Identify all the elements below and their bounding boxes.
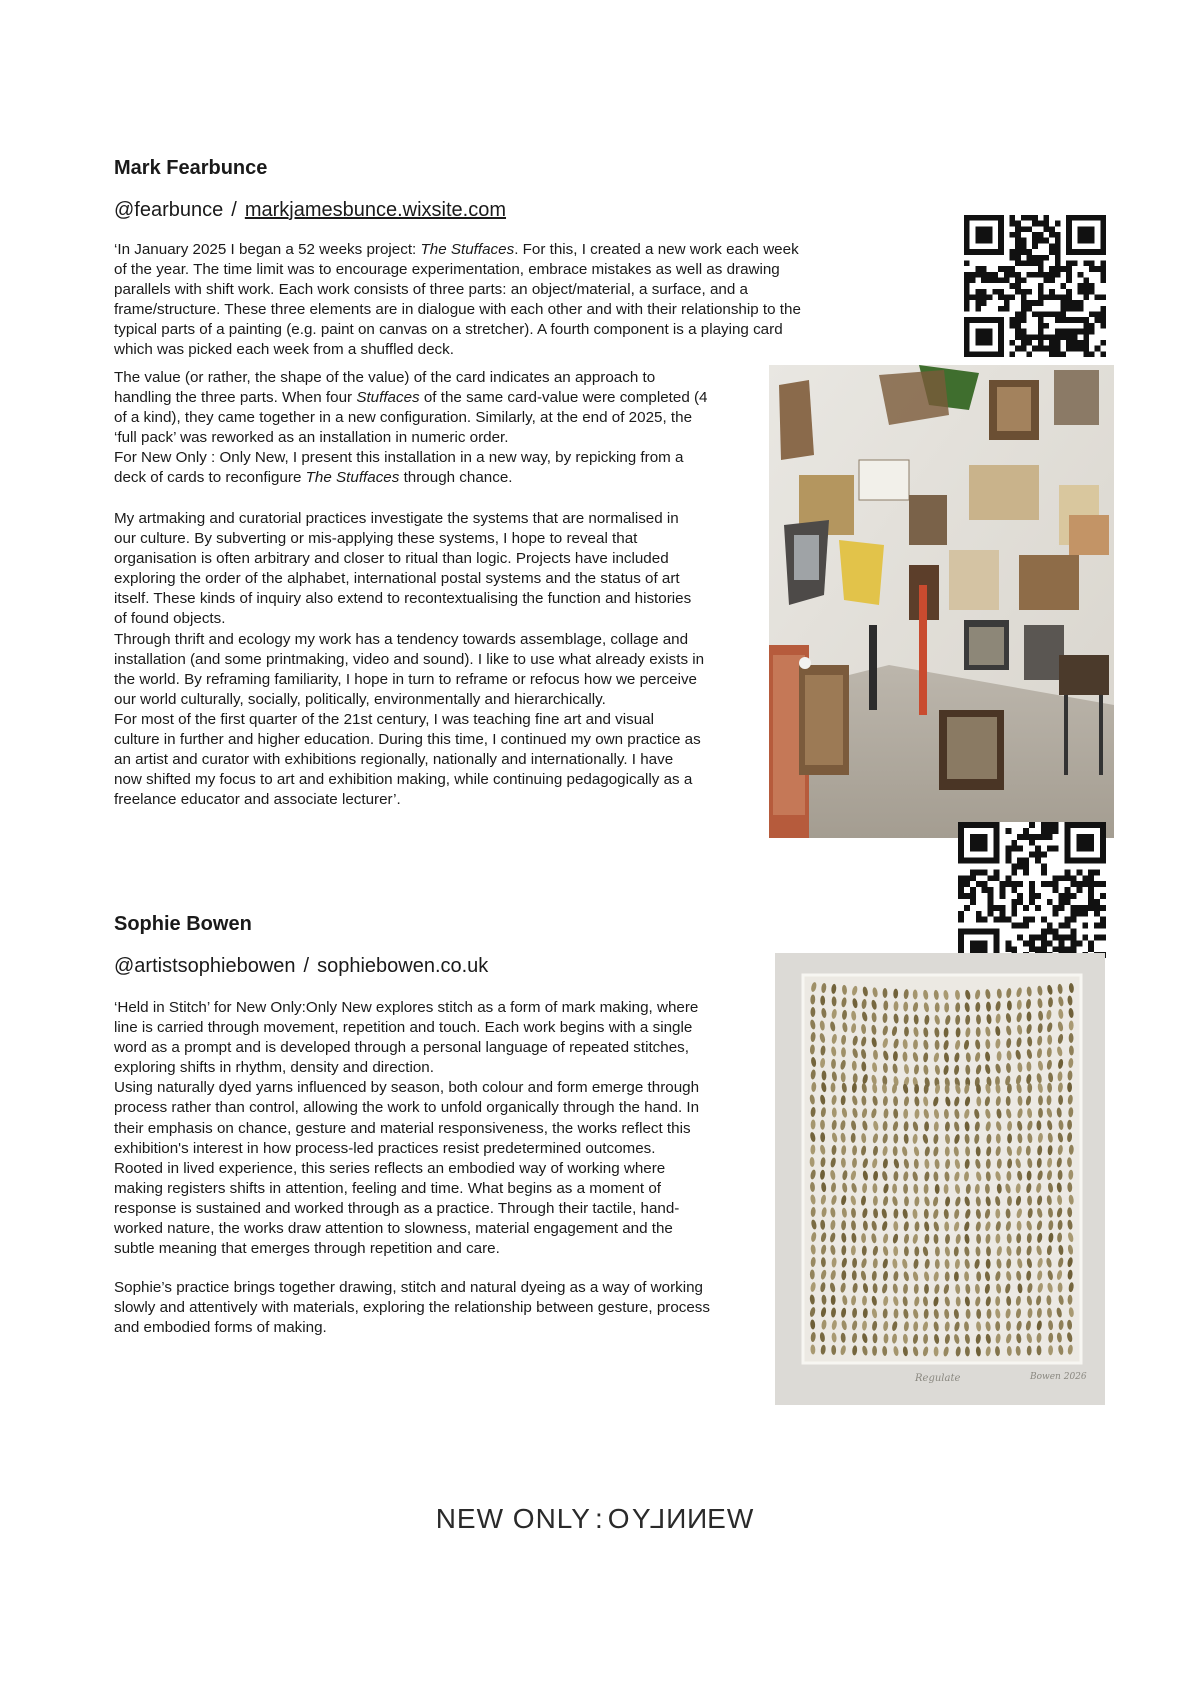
statement-line: exploring shifts in rhythm, density and direction. [114, 1059, 434, 1077]
statement-line: subtle meaning that emerges through repetition and care. [114, 1240, 500, 1258]
artist-signature: Bowen 2026 [1030, 1372, 1087, 1382]
stitch-mark [904, 1196, 909, 1206]
statement-line: their emphasis on chance, gesture and material responsiveness, the works reflect this [114, 1119, 691, 1137]
new-only-only-new-logo [0, 1503, 1190, 1535]
stitch-mark [945, 1146, 950, 1156]
statement-line: the world. By reframing familiarity, I hope in turn to reframe or refocus how we perceive [114, 670, 697, 688]
statement-line: and embodied forms of making. [114, 1319, 327, 1337]
statement-mark-p1 [114, 240, 801, 361]
stitch-mark [914, 1246, 919, 1256]
artist-handles-sophie [114, 955, 488, 978]
statement-line: The value (or rather, the shape of the value) of the card indicates an approach to [114, 369, 656, 386]
artist-handles-mark [114, 199, 506, 222]
statement-line: word as a prompt and is developed through a personal language of repeated stitches, [114, 1039, 689, 1057]
website-link[interactable]: markjamesbunce.wixsite.com [244, 199, 507, 221]
qr-code-mark[interactable] [964, 215, 1106, 357]
stitch-mark [945, 1271, 950, 1281]
installation-photo [769, 365, 1114, 838]
statement-line: For most of the first quarter of the 21st century, I was teaching fine art and visual [114, 710, 654, 728]
website-link[interactable]: sophiebowen.co.uk [317, 955, 489, 977]
statement-line: an artist and curator with exhibitions regionally, nationally and internationally. I have [114, 751, 674, 769]
statement-line: freelance educator and associate lecturer’. [114, 791, 401, 809]
statement-line: process rather than control, allowing the work to unfold organically through the hand. In [114, 1099, 700, 1117]
stitch-mark [1067, 1082, 1072, 1092]
instagram-handle[interactable]: @fearbunce [114, 199, 224, 221]
statement-line: Using naturally dyed yarns influenced by season, both colour and form emerge through [114, 1079, 700, 1097]
statement-line: Rooted in lived experience, this series reflects an embodied way of working where [114, 1159, 666, 1177]
logo-right-mirrored-nly: NLY [630, 1503, 686, 1534]
statement-line: exploring the order of the alphabet, international postal systems and the status of art [114, 570, 680, 588]
artist-name-sophie: Sophie Bowen [114, 913, 252, 935]
stitch-artwork-photo [775, 953, 1105, 1405]
statement-line: exhibition's interest in how process-led practices resist predetermined outcomes. [114, 1139, 656, 1157]
statement-line: of a kind), they came together in a new configuration. Similarly, at the end of 2025, the [114, 409, 693, 427]
statement-line: worked nature, the works draw attention to slowness, material engagement and the [114, 1220, 673, 1238]
statement-line: ‘In January 2025 I began a 52 weeks project: The Stuffaces. For this, I created a new work each week [114, 241, 799, 258]
statement-line: now shifted my focus to art and exhibition making, while continuing pedagogically as a [114, 771, 693, 789]
statement-line: typical parts of a painting (e.g. paint on canvas on a stretcher). A fourth component is a playing card [114, 321, 783, 339]
statement-line: our world culturally, socially, politically, environmentally and hierarchically. [114, 690, 606, 708]
statement-line: My artmaking and curatorial practices investigate the systems that are normalised in [114, 510, 679, 527]
logo-right-mirrored-n: N [685, 1503, 708, 1534]
logo-right-o: O [607, 1503, 631, 1534]
statement-line: organisation is often arbitrary and closer to ritual than logic. Projects have included [114, 550, 669, 568]
stitch-mark [1058, 1095, 1063, 1105]
statement-line: installation (and some printmaking, video and sound). I like to use what already exists in [114, 650, 705, 668]
stitch-mark [894, 1309, 899, 1319]
statement-line: deck of cards to reconfigure The Stuffaces through chance. [114, 469, 513, 487]
instagram-handle[interactable]: @artistsophiebowen [114, 955, 296, 977]
statement-line: parallels with shift work. Each work consists of three parts: an object/material, a surface, and a [114, 281, 748, 299]
logo-colon: : [594, 1503, 604, 1534]
logo-right-ew: EW [707, 1503, 755, 1534]
statement-line: Through thrift and ecology my work has a tendency towards assemblage, collage and [114, 630, 689, 648]
statement-mark-p2 [114, 368, 708, 489]
statement-line: ‘Held in Stitch’ for New Only:Only New explores stitch as a form of mark making, where [114, 999, 699, 1016]
qr-code-sophie[interactable] [958, 822, 1106, 970]
statement-line: For New Only : Only New, I present this installation in a new way, by repicking from a [114, 449, 684, 467]
statement-line: ‘full pack’ was reworked as an installation in numeric order. [114, 429, 509, 447]
statement-line: handling the three parts. When four Stuffaces of the same card-value were completed (4 [114, 389, 708, 407]
statement-line: response is sustained and worked through as a practice. Through their tactile, hand- [114, 1199, 680, 1217]
statement-line: frame/structure. These three elements are in dialogue with each other and with their relationship to the [114, 301, 801, 319]
handle-separator: / [231, 199, 237, 221]
statement-line: culture in further and higher education. During this time, I continued my own practice as [114, 731, 701, 749]
handle-separator: / [303, 955, 310, 977]
logo-left-text: NEW ONLY [435, 1503, 591, 1534]
stitch-mark [1027, 1011, 1032, 1021]
statement-line: Sophie’s practice brings together drawing, stitch and natural dyeing as a way of working [114, 1279, 703, 1296]
statement-line: itself. These kinds of inquiry also extend to recontextualising the function and histories [114, 590, 692, 608]
stitch-mark [841, 1047, 846, 1057]
statement-sophie-p1 [114, 998, 699, 1259]
artwork-title-signature: Regulate [915, 1373, 961, 1384]
artist-name-mark: Mark Fearbunce [114, 157, 268, 179]
stitch-mark [995, 1209, 1000, 1219]
statement-line: which was picked each week from a shuffled deck. [114, 341, 454, 359]
statement-mark-p3 [114, 509, 704, 810]
statement-line: line is carried through movement, repetition and touch. Each work begins with a single [114, 1019, 693, 1037]
statement-line: of found objects. [114, 610, 226, 628]
stitch-mark [883, 988, 888, 998]
stitch-mark [1006, 1171, 1011, 1181]
statement-line: our culture. By subverting or mis-applying these systems, I hope to reveal that [114, 530, 638, 548]
statement-line: of the year. The time limit was to encourage experimentation, embrace mistakes as well as drawing [114, 261, 780, 279]
statement-line: slowly and attentively with materials, exploring the relationship between gesture, process [114, 1299, 710, 1317]
statement-line: making registers shifts in attention, feeling and time. What begins as a moment of [114, 1179, 662, 1197]
statement-sophie-p2 [114, 1278, 710, 1338]
